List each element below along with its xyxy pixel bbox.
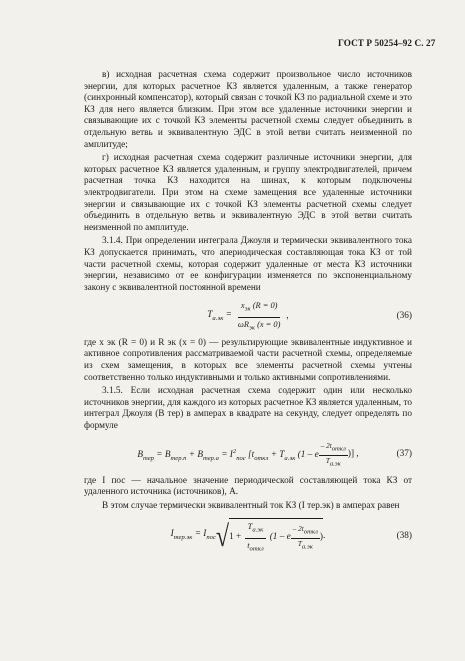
paragraph-3-1-5: 3.1.5. Если исходная расчетная схема содержит один или несколько источников энергии, для каждого из которых расчетное КЗ является удаленным, то интеграл Джоуля (B тер) в амперах в квадрате на секунду, следует определять по формуле: [84, 386, 412, 431]
paragraph-3-1-4: 3.1.4. При определении интеграла Джоуля и термически эквивалентного тока КЗ допускается принимать, что апериодическая составляющая тока КЗ от той части расчетной схемы, которая содержит удаленные от места КЗ источники энергии, независимо от ее конфигурации изменяется по экспоненциальному закону с эквивалентной постоянной времени: [84, 236, 412, 293]
paragraph-v: в) исходная расчетная схема содержит произвольное число источников энергии, для которых расчетное КЗ является удаленным, а также генератор (синхронный компенсатор), который связан с точкой КЗ по радиальной схеме и это КЗ для него является близким. При этом все удаленные источники энергии и связывающие их с точкой КЗ элементы расчетной схемы следует объединить в отдельную ветвь и эквивалентную ЭДС в этой ветви считать неизменной по амплитуде;: [84, 70, 412, 150]
paragraph-38-intro: В этом случае термически эквивалентный ток КЗ (I тер.эк) в амперах равен: [102, 500, 400, 511]
equation-36-number: (36): [396, 311, 412, 322]
equation-38: $I_{тер.эк} = I_{пос}$ √ 1 + $\frac{T_{а.эк}}{t_{откл}}$ (1 – e – $2t_{откл}$ $T_{а.эк}$ ) . (38): [84, 518, 412, 555]
paragraph-36-where: где x эк (R = 0) и R эк (x = 0) — результирующие эквивалентные индуктивное и активное сопротивления рассматриваемой части расчетной схемы, определяемые из схем замещения, в которых все элементы расчетной схемы учтены соответственно только индуктивными и только активными сопротивлениями.: [84, 337, 412, 383]
document-body: [84, 70, 412, 559]
paragraph-37-where: где I пос — начальное значение периодической составляющей тока КЗ от удаленного источника (источников), А.: [84, 475, 412, 498]
equation-36: $T_{а.эк}$ = $\frac{x_{эк} (R = 0)}{\omega R_{эк} (x = 0)}$ , (36): [207, 301, 412, 332]
equation-37: $B_{тер} = B_{тер.п} + B_{тер.а} = I^2_{пос}$ [$t_{откл} + T_{а.эк}$ (1 – e – $2t_{откл}$ $T_{а.эк}$ )] , (37): [137, 441, 412, 468]
page-header: ГОСТ Р 50254–92 С. 27: [338, 38, 436, 48]
equation-37-number: (37): [396, 449, 412, 460]
paragraph-g: г) исходная расчетная схема содержит различные источники энергии, для которых расчетное КЗ является удаленным, и группу электродвигателей, причем расчетная точка КЗ находится на шинах, к которым подключены электродвигатели. При этом на схеме замещения все удаленные источники энергии и связывающие их с точкой КЗ элементы расчетной схемы следует объединить в отдельную ветвь и эквивалентную ЭДС в этой ветви считать неизменной по амплитуде.: [84, 153, 412, 233]
equation-38-number: (38): [396, 530, 412, 541]
